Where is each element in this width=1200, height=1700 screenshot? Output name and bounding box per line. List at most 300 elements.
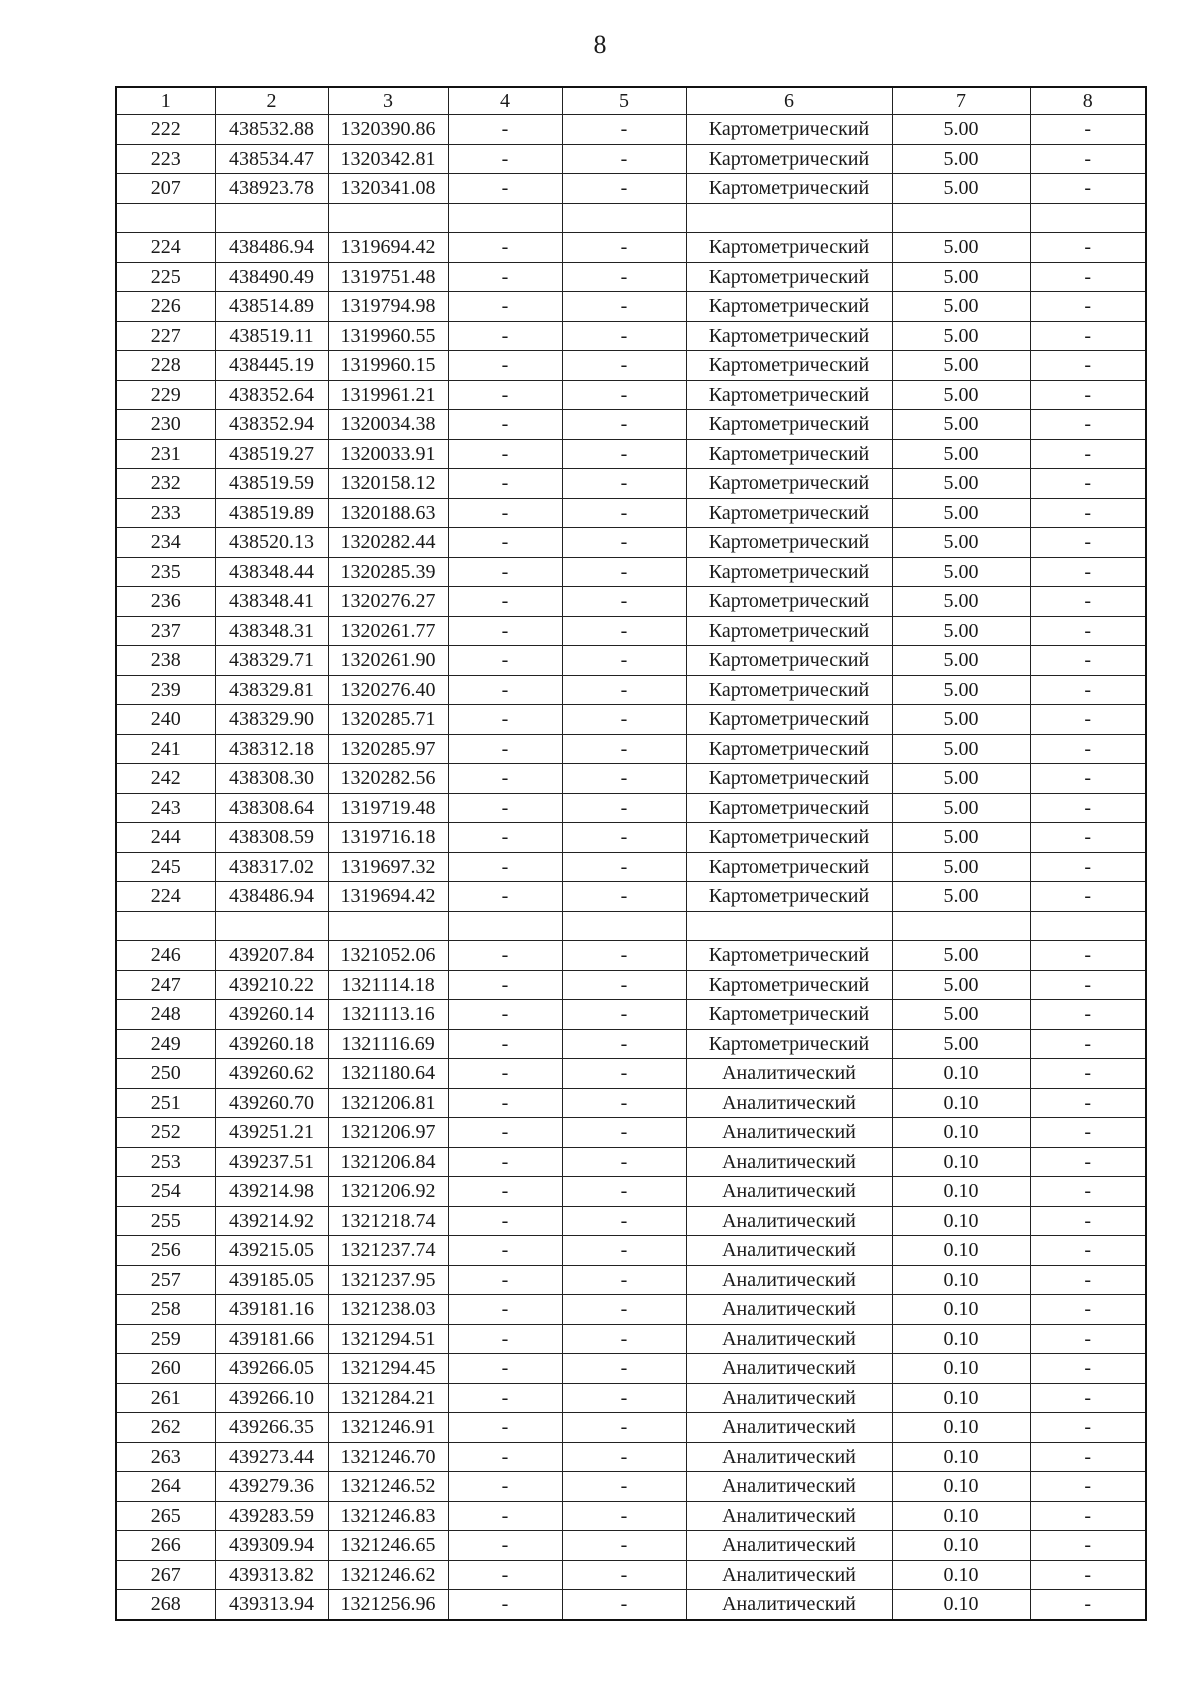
- cell-y-coordinate: 1319960.55: [328, 321, 448, 351]
- cell-col-5: -: [562, 616, 686, 646]
- cell-col-8: -: [1030, 1354, 1146, 1384]
- cell-col-8: -: [1030, 380, 1146, 410]
- cell-col-5: -: [562, 882, 686, 912]
- column-header-1: 1: [116, 87, 215, 115]
- cell-accuracy: 5.00: [892, 115, 1030, 145]
- cell-method: Картометрический: [686, 292, 892, 322]
- cell-x-coordinate: 438445.19: [215, 351, 328, 381]
- cell-col-5: -: [562, 469, 686, 499]
- cell-x-coordinate: 438519.59: [215, 469, 328, 499]
- cell-x-coordinate: 438514.89: [215, 292, 328, 322]
- cell-col-5: -: [562, 1324, 686, 1354]
- cell-col-4: -: [448, 1354, 562, 1384]
- cell-method: Картометрический: [686, 174, 892, 204]
- cell-accuracy: 5.00: [892, 675, 1030, 705]
- table-row: [116, 1206, 1146, 1236]
- cell-method: Картометрический: [686, 233, 892, 263]
- cell-point-number: 239: [116, 675, 215, 705]
- cell-method: Аналитический: [686, 1118, 892, 1148]
- cell-x-coordinate: 438520.13: [215, 528, 328, 558]
- cell-y-coordinate: 1320261.77: [328, 616, 448, 646]
- column-header-3: 3: [328, 87, 448, 115]
- cell-col-5: -: [562, 1029, 686, 1059]
- cell-col-8: -: [1030, 557, 1146, 587]
- cell-accuracy: 0.10: [892, 1118, 1030, 1148]
- cell-col-8: -: [1030, 1118, 1146, 1148]
- cell-point-number: 244: [116, 823, 215, 853]
- cell-point-number: 254: [116, 1177, 215, 1207]
- table-row: [116, 1560, 1146, 1590]
- cell-x-coordinate: 439283.59: [215, 1501, 328, 1531]
- table-row: [116, 793, 1146, 823]
- cell-col-8: -: [1030, 1029, 1146, 1059]
- cell-col-4: -: [448, 675, 562, 705]
- cell-method: Аналитический: [686, 1177, 892, 1207]
- cell-col-8: -: [1030, 410, 1146, 440]
- cell-method: Аналитический: [686, 1354, 892, 1384]
- cell-x-coordinate: 438534.47: [215, 144, 328, 174]
- cell-y-coordinate: 1320342.81: [328, 144, 448, 174]
- cell-point-number: 237: [116, 616, 215, 646]
- cell-col-4: -: [448, 1177, 562, 1207]
- cell-col-8: -: [1030, 528, 1146, 558]
- table-row: [116, 292, 1146, 322]
- cell-y-coordinate: 1319751.48: [328, 262, 448, 292]
- cell-col-4: -: [448, 528, 562, 558]
- cell-accuracy: 5.00: [892, 351, 1030, 381]
- cell-col-4: -: [448, 882, 562, 912]
- cell-method: Картометрический: [686, 705, 892, 735]
- cell-method: Аналитический: [686, 1501, 892, 1531]
- cell-col-8: -: [1030, 1531, 1146, 1561]
- cell-point-number: 207: [116, 174, 215, 204]
- cell-x-coordinate: 439313.82: [215, 1560, 328, 1590]
- cell-y-coordinate: 1321206.97: [328, 1118, 448, 1148]
- table-row: [116, 1265, 1146, 1295]
- cell-method: Аналитический: [686, 1324, 892, 1354]
- cell-col-5: -: [562, 1236, 686, 1266]
- cell-x-coordinate: [215, 911, 328, 941]
- cell-accuracy: 5.00: [892, 705, 1030, 735]
- cell-x-coordinate: 439237.51: [215, 1147, 328, 1177]
- cell-col-5: -: [562, 1147, 686, 1177]
- cell-accuracy: 5.00: [892, 498, 1030, 528]
- cell-col-5: -: [562, 970, 686, 1000]
- cell-y-coordinate: 1319960.15: [328, 351, 448, 381]
- cell-x-coordinate: 439266.05: [215, 1354, 328, 1384]
- cell-method: Картометрический: [686, 498, 892, 528]
- cell-x-coordinate: 439260.14: [215, 1000, 328, 1030]
- cell-y-coordinate: 1321284.21: [328, 1383, 448, 1413]
- cell-accuracy: 5.00: [892, 1029, 1030, 1059]
- cell-point-number: 234: [116, 528, 215, 558]
- cell-x-coordinate: 439313.94: [215, 1590, 328, 1620]
- cell-col-4: -: [448, 1590, 562, 1620]
- cell-method: Картометрический: [686, 734, 892, 764]
- cell-accuracy: 5.00: [892, 262, 1030, 292]
- cell-y-coordinate: 1321246.70: [328, 1442, 448, 1472]
- column-header-4: 4: [448, 87, 562, 115]
- column-header-8: 8: [1030, 87, 1146, 115]
- cell-method: Картометрический: [686, 557, 892, 587]
- cell-accuracy: 5.00: [892, 528, 1030, 558]
- cell-y-coordinate: 1321206.81: [328, 1088, 448, 1118]
- cell-x-coordinate: 438490.49: [215, 262, 328, 292]
- table-row: [116, 1472, 1146, 1502]
- table-row: [116, 557, 1146, 587]
- cell-y-coordinate: 1320033.91: [328, 439, 448, 469]
- cell-col-8: -: [1030, 115, 1146, 145]
- table-row: [116, 587, 1146, 617]
- cell-col-4: -: [448, 1147, 562, 1177]
- coordinates-table: [115, 86, 1147, 1621]
- table-row: [116, 469, 1146, 499]
- table-row: [116, 764, 1146, 794]
- cell-method: Картометрический: [686, 351, 892, 381]
- cell-accuracy: 0.10: [892, 1354, 1030, 1384]
- cell-point-number: 255: [116, 1206, 215, 1236]
- cell-col-8: -: [1030, 852, 1146, 882]
- cell-col-8: -: [1030, 1383, 1146, 1413]
- cell-method: Картометрический: [686, 941, 892, 971]
- cell-method: Картометрический: [686, 970, 892, 1000]
- cell-col-5: -: [562, 1501, 686, 1531]
- cell-x-coordinate: 438317.02: [215, 852, 328, 882]
- cell-col-4: -: [448, 1442, 562, 1472]
- cell-x-coordinate: 439260.62: [215, 1059, 328, 1089]
- cell-col-4: -: [448, 1501, 562, 1531]
- cell-col-4: -: [448, 115, 562, 145]
- cell-x-coordinate: 438519.89: [215, 498, 328, 528]
- table-row: [116, 1059, 1146, 1089]
- table-row: [116, 675, 1146, 705]
- cell-point-number: 246: [116, 941, 215, 971]
- cell-y-coordinate: 1320034.38: [328, 410, 448, 440]
- cell-point-number: 222: [116, 115, 215, 145]
- cell-col-4: -: [448, 174, 562, 204]
- cell-col-4: -: [448, 1118, 562, 1148]
- cell-point-number: 230: [116, 410, 215, 440]
- cell-x-coordinate: 438519.27: [215, 439, 328, 469]
- cell-x-coordinate: 439181.16: [215, 1295, 328, 1325]
- cell-col-4: -: [448, 410, 562, 440]
- cell-method: Картометрический: [686, 262, 892, 292]
- cell-y-coordinate: 1320276.27: [328, 587, 448, 617]
- cell-method: Аналитический: [686, 1295, 892, 1325]
- cell-col-5: -: [562, 380, 686, 410]
- table-row: [116, 1442, 1146, 1472]
- cell-y-coordinate: 1321246.52: [328, 1472, 448, 1502]
- cell-accuracy: 5.00: [892, 380, 1030, 410]
- cell-col-4: -: [448, 852, 562, 882]
- cell-col-4: -: [448, 793, 562, 823]
- cell-accuracy: 5.00: [892, 793, 1030, 823]
- cell-x-coordinate: 438329.71: [215, 646, 328, 676]
- cell-col-4: -: [448, 439, 562, 469]
- cell-y-coordinate: 1321246.62: [328, 1560, 448, 1590]
- cell-point-number: 268: [116, 1590, 215, 1620]
- table-row: [116, 911, 1146, 941]
- cell-method: Аналитический: [686, 1147, 892, 1177]
- cell-point-number: 228: [116, 351, 215, 381]
- cell-y-coordinate: 1320158.12: [328, 469, 448, 499]
- cell-method: Картометрический: [686, 587, 892, 617]
- cell-col-4: -: [448, 646, 562, 676]
- cell-col-8: -: [1030, 705, 1146, 735]
- cell-x-coordinate: [215, 203, 328, 233]
- cell-x-coordinate: 438519.11: [215, 321, 328, 351]
- cell-x-coordinate: 439207.84: [215, 941, 328, 971]
- cell-x-coordinate: 438352.94: [215, 410, 328, 440]
- cell-y-coordinate: 1321294.51: [328, 1324, 448, 1354]
- cell-method: Картометрический: [686, 1029, 892, 1059]
- cell-x-coordinate: 438308.64: [215, 793, 328, 823]
- cell-y-coordinate: 1321052.06: [328, 941, 448, 971]
- table-row: [116, 823, 1146, 853]
- cell-col-8: -: [1030, 1206, 1146, 1236]
- cell-col-8: -: [1030, 734, 1146, 764]
- cell-col-4: -: [448, 321, 562, 351]
- cell-method: Картометрический: [686, 852, 892, 882]
- cell-x-coordinate: 439279.36: [215, 1472, 328, 1502]
- cell-point-number: 250: [116, 1059, 215, 1089]
- cell-method: Картометрический: [686, 439, 892, 469]
- cell-col-8: -: [1030, 823, 1146, 853]
- cell-y-coordinate: [328, 203, 448, 233]
- cell-col-4: -: [448, 469, 562, 499]
- cell-x-coordinate: 439260.18: [215, 1029, 328, 1059]
- cell-point-number: 224: [116, 882, 215, 912]
- cell-method: Аналитический: [686, 1560, 892, 1590]
- cell-x-coordinate: 439214.92: [215, 1206, 328, 1236]
- cell-method: Картометрический: [686, 616, 892, 646]
- cell-col-5: -: [562, 321, 686, 351]
- cell-method: [686, 203, 892, 233]
- table-row: [116, 616, 1146, 646]
- table-row: [116, 1501, 1146, 1531]
- cell-col-5: -: [562, 852, 686, 882]
- cell-col-5: -: [562, 823, 686, 853]
- cell-col-8: -: [1030, 1501, 1146, 1531]
- cell-y-coordinate: [328, 911, 448, 941]
- cell-col-4: -: [448, 1383, 562, 1413]
- cell-col-4: -: [448, 705, 562, 735]
- cell-col-5: -: [562, 1383, 686, 1413]
- cell-col-8: -: [1030, 882, 1146, 912]
- cell-x-coordinate: 438329.81: [215, 675, 328, 705]
- table-row: [116, 174, 1146, 204]
- cell-accuracy: 0.10: [892, 1088, 1030, 1118]
- cell-method: Картометрический: [686, 410, 892, 440]
- cell-accuracy: 5.00: [892, 823, 1030, 853]
- table-row: [116, 734, 1146, 764]
- table-row: [116, 1236, 1146, 1266]
- cell-col-8: -: [1030, 646, 1146, 676]
- table-row: [116, 1295, 1146, 1325]
- table-row: [116, 941, 1146, 971]
- cell-method: Аналитический: [686, 1442, 892, 1472]
- cell-x-coordinate: 439273.44: [215, 1442, 328, 1472]
- column-header-2: 2: [215, 87, 328, 115]
- cell-col-4: -: [448, 380, 562, 410]
- cell-accuracy: 5.00: [892, 734, 1030, 764]
- cell-method: Аналитический: [686, 1531, 892, 1561]
- cell-col-8: [1030, 911, 1146, 941]
- cell-accuracy: 5.00: [892, 1000, 1030, 1030]
- cell-accuracy: 5.00: [892, 941, 1030, 971]
- cell-point-number: 223: [116, 144, 215, 174]
- cell-col-5: -: [562, 1118, 686, 1148]
- cell-y-coordinate: 1321206.92: [328, 1177, 448, 1207]
- cell-y-coordinate: 1320390.86: [328, 115, 448, 145]
- cell-accuracy: 0.10: [892, 1324, 1030, 1354]
- cell-point-number: 243: [116, 793, 215, 823]
- cell-col-8: -: [1030, 1000, 1146, 1030]
- cell-x-coordinate: 438348.41: [215, 587, 328, 617]
- cell-point-number: 253: [116, 1147, 215, 1177]
- cell-y-coordinate: 1320282.56: [328, 764, 448, 794]
- cell-accuracy: 5.00: [892, 174, 1030, 204]
- table-row: [116, 262, 1146, 292]
- page-number: 8: [593, 30, 607, 59]
- table-row: [116, 882, 1146, 912]
- cell-col-8: -: [1030, 1177, 1146, 1207]
- cell-accuracy: 0.10: [892, 1236, 1030, 1266]
- cell-col-5: -: [562, 1295, 686, 1325]
- cell-accuracy: 5.00: [892, 321, 1030, 351]
- cell-y-coordinate: 1321246.83: [328, 1501, 448, 1531]
- cell-point-number: 262: [116, 1413, 215, 1443]
- cell-col-4: -: [448, 1088, 562, 1118]
- cell-point-number: 261: [116, 1383, 215, 1413]
- cell-method: Аналитический: [686, 1088, 892, 1118]
- cell-col-8: -: [1030, 351, 1146, 381]
- table-row: [116, 1118, 1146, 1148]
- cell-method: Картометрический: [686, 764, 892, 794]
- cell-col-5: -: [562, 557, 686, 587]
- table-row: [116, 1000, 1146, 1030]
- cell-method: Картометрический: [686, 115, 892, 145]
- cell-method: Картометрический: [686, 823, 892, 853]
- cell-y-coordinate: 1321294.45: [328, 1354, 448, 1384]
- cell-col-5: -: [562, 1265, 686, 1295]
- cell-col-8: -: [1030, 1472, 1146, 1502]
- cell-accuracy: 0.10: [892, 1413, 1030, 1443]
- cell-col-5: -: [562, 174, 686, 204]
- cell-y-coordinate: 1321237.95: [328, 1265, 448, 1295]
- cell-accuracy: 5.00: [892, 646, 1030, 676]
- cell-y-coordinate: 1319716.18: [328, 823, 448, 853]
- table-row: [116, 351, 1146, 381]
- cell-col-8: -: [1030, 1236, 1146, 1266]
- table-row: [116, 852, 1146, 882]
- table-row: [116, 1413, 1146, 1443]
- cell-method: Аналитический: [686, 1590, 892, 1620]
- cell-col-4: -: [448, 292, 562, 322]
- cell-accuracy: 5.00: [892, 970, 1030, 1000]
- cell-col-4: -: [448, 498, 562, 528]
- cell-method: Картометрический: [686, 793, 892, 823]
- table-row: [116, 1088, 1146, 1118]
- table-body: [116, 115, 1146, 1620]
- cell-point-number: 226: [116, 292, 215, 322]
- cell-point-number: [116, 911, 215, 941]
- cell-col-5: -: [562, 1354, 686, 1384]
- cell-y-coordinate: 1319719.48: [328, 793, 448, 823]
- cell-accuracy: 0.10: [892, 1265, 1030, 1295]
- cell-col-5: -: [562, 587, 686, 617]
- cell-col-5: -: [562, 1177, 686, 1207]
- cell-point-number: 259: [116, 1324, 215, 1354]
- cell-point-number: 266: [116, 1531, 215, 1561]
- cell-col-4: -: [448, 1531, 562, 1561]
- table-row: [116, 1354, 1146, 1384]
- cell-point-number: 257: [116, 1265, 215, 1295]
- table-row: [116, 970, 1146, 1000]
- cell-method: Картометрический: [686, 380, 892, 410]
- cell-col-8: -: [1030, 469, 1146, 499]
- cell-point-number: 265: [116, 1501, 215, 1531]
- cell-accuracy: 5.00: [892, 144, 1030, 174]
- cell-point-number: 233: [116, 498, 215, 528]
- table-row: [116, 1029, 1146, 1059]
- cell-col-5: -: [562, 705, 686, 735]
- cell-x-coordinate: 438308.30: [215, 764, 328, 794]
- cell-point-number: 251: [116, 1088, 215, 1118]
- cell-accuracy: 0.10: [892, 1177, 1030, 1207]
- table-row: [116, 410, 1146, 440]
- cell-col-8: -: [1030, 292, 1146, 322]
- cell-point-number: 267: [116, 1560, 215, 1590]
- cell-x-coordinate: 439260.70: [215, 1088, 328, 1118]
- cell-accuracy: [892, 911, 1030, 941]
- cell-method: Картометрический: [686, 646, 892, 676]
- cell-y-coordinate: 1321218.74: [328, 1206, 448, 1236]
- cell-y-coordinate: 1321116.69: [328, 1029, 448, 1059]
- column-header-5: 5: [562, 87, 686, 115]
- table-row: [116, 1590, 1146, 1620]
- cell-col-4: -: [448, 1295, 562, 1325]
- cell-col-5: -: [562, 1590, 686, 1620]
- cell-x-coordinate: 438329.90: [215, 705, 328, 735]
- cell-col-5: -: [562, 764, 686, 794]
- table-row: [116, 705, 1146, 735]
- table-row: [116, 646, 1146, 676]
- cell-method: Картометрический: [686, 675, 892, 705]
- cell-point-number: 256: [116, 1236, 215, 1266]
- cell-y-coordinate: 1320285.97: [328, 734, 448, 764]
- table-row: [116, 380, 1146, 410]
- cell-point-number: 232: [116, 469, 215, 499]
- cell-y-coordinate: 1321237.74: [328, 1236, 448, 1266]
- cell-point-number: 236: [116, 587, 215, 617]
- cell-point-number: 241: [116, 734, 215, 764]
- cell-method: Аналитический: [686, 1413, 892, 1443]
- cell-y-coordinate: 1320188.63: [328, 498, 448, 528]
- cell-col-8: -: [1030, 1059, 1146, 1089]
- cell-accuracy: [892, 203, 1030, 233]
- cell-point-number: 249: [116, 1029, 215, 1059]
- cell-y-coordinate: 1319794.98: [328, 292, 448, 322]
- cell-col-8: -: [1030, 970, 1146, 1000]
- cell-y-coordinate: 1321206.84: [328, 1147, 448, 1177]
- table-row: [116, 1147, 1146, 1177]
- cell-method: Аналитический: [686, 1472, 892, 1502]
- cell-col-5: -: [562, 439, 686, 469]
- cell-y-coordinate: 1319961.21: [328, 380, 448, 410]
- cell-x-coordinate: 439210.22: [215, 970, 328, 1000]
- cell-col-4: -: [448, 823, 562, 853]
